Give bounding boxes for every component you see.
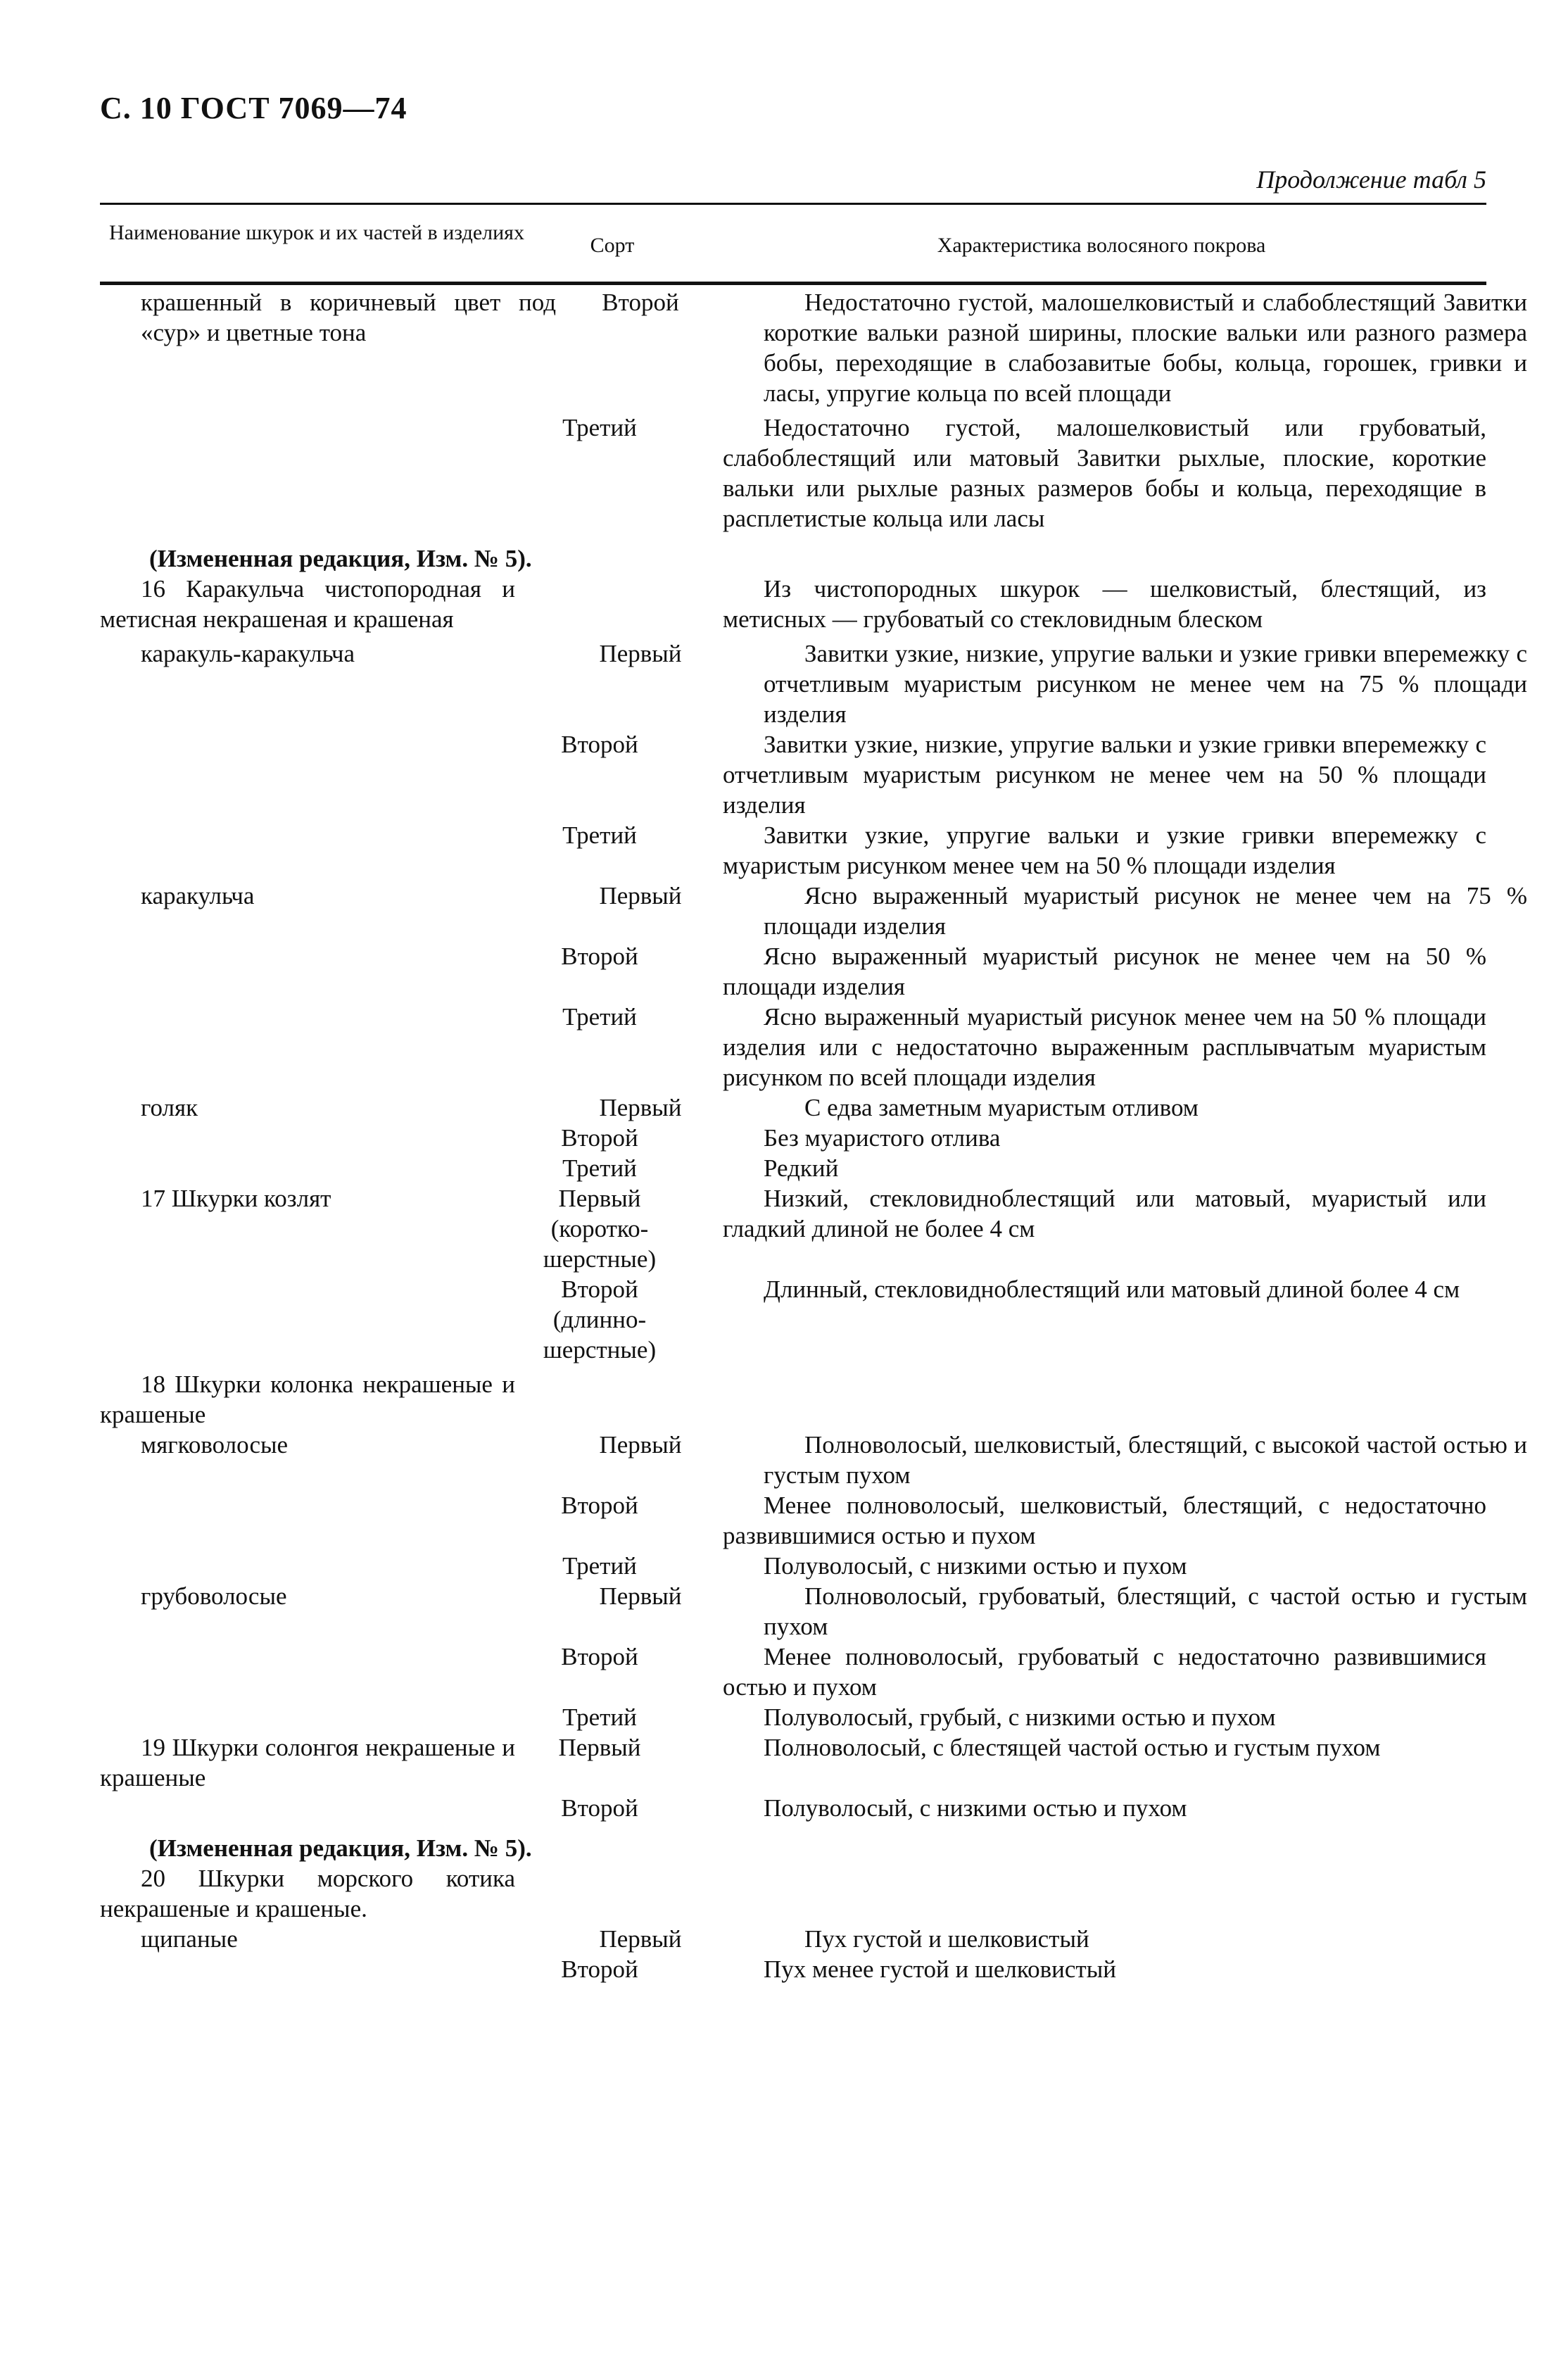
item-grade: Третий (562, 821, 637, 849)
item-grade: Первый (599, 1925, 682, 1953)
table-row (100, 941, 1486, 1002)
item-description: Завитки узкие, упругие вальки и узкие гривки вперемежку с муаристым рисунком менее чем на 50 % площади изделия (723, 821, 1486, 879)
item-description: Ясно выраженный муаристый рисунок не менее чем на 75 % площади изделия (764, 882, 1527, 940)
item-grade: Третий (562, 1552, 637, 1580)
item-name: мягковолосые (141, 1431, 289, 1459)
item-description: Редкий (764, 1154, 839, 1182)
table-row (100, 1954, 1486, 1984)
table-continuation-label: Продолжение табл 5 (1256, 165, 1486, 194)
item-grade: Первый (599, 1582, 682, 1610)
amendment-note: (Измененная редакция, Изм. № 5). (149, 545, 532, 572)
table-row (100, 1123, 1486, 1153)
item-description: Полуволосый, грубый, с низкими остью и пухом (764, 1703, 1276, 1731)
item-grade: Второй (561, 943, 638, 970)
table-row (100, 1430, 1527, 1490)
amendment-note: (Измененная редакция, Изм. № 5). (149, 1834, 532, 1862)
table-row (100, 1793, 1486, 1823)
item-description: Пух густой и шелковистый (804, 1925, 1089, 1953)
item-grade: Первый (коротко-шерстные) (543, 1185, 657, 1273)
table-row (100, 1581, 1527, 1642)
item-description: Из чистопородных шкурок — шелковистый, блестящий, из метисных — грубоватый со стекловидным блеском (723, 575, 1486, 633)
item-grade: Первый (599, 640, 682, 667)
page-header: С. 10 ГОСТ 7069—74 (100, 91, 407, 125)
table-row (100, 1183, 1486, 1274)
header-top-rule (100, 203, 1486, 205)
item-description: Ясно выраженный муаристый рисунок не менее чем на 50 % площади изделия (723, 943, 1486, 1000)
item-description: Полноволосый, шелковистый, блестящий, с высокой частой остью и густым пухом (764, 1431, 1527, 1489)
item-name: 16 Каракульча чистопородная и метисная некрашеная и крашеная (100, 575, 515, 633)
item-name: каракульча (141, 882, 255, 909)
item-grade: Второй (длинно-шерстные) (543, 1275, 657, 1363)
item-grade: Второй (561, 731, 638, 758)
item-grade: Первый (599, 882, 682, 909)
item-name: крашенный в коричневый цвет под «сур» и цветные тона (141, 289, 556, 346)
item-name: 20 Шкурки морского котика некрашеные и крашеные. (100, 1865, 515, 1922)
item-grade: Третий (562, 1003, 637, 1031)
item-description: Завитки узкие, низкие, упругие вальки и узкие гривки вперемежку с отчетливым муаристым рисунком не менее чем на 50 % площади изделия (723, 731, 1486, 819)
item-name: 18 Шкурки колонка некрашеные и крашеные (100, 1371, 515, 1428)
item-description: Полуволосый, с низкими остью и пухом (764, 1552, 1187, 1580)
item-grade: Третий (562, 1703, 637, 1731)
item-description: С едва заметным муаристым отливом (804, 1094, 1199, 1121)
item-description: Ясно выраженный муаристый рисунок менее чем на 50 % площади изделия или с недостаточно выраженным расплывчатым муаристым рисунком по всей площади изделия (723, 1003, 1486, 1091)
table-row (100, 1153, 1486, 1183)
table-row (100, 820, 1486, 881)
column-header-description: Характеристика волосяного покрова (937, 234, 1266, 257)
item-grade: Третий (562, 414, 637, 441)
item-description: Полуволосый, с низкими остью и пухом (764, 1794, 1187, 1822)
table-row (100, 1732, 1486, 1793)
item-description: Менее полноволосый, шелковистый, блестящий, с недостаточно развившимися остью и пухом (723, 1492, 1486, 1549)
item-description: Недостаточно густой, малошелковистый и слабоблестящий Завитки короткие вальки разной ширины, плоские вальки или разного размера бобы, переходящие в слабозавитые бобы, кольца, горошек, гривки и ласы, упругие кольца по всей площади (764, 289, 1527, 407)
item-description: Без муаристого отлива (764, 1124, 1001, 1152)
item-name: щипаные (141, 1925, 238, 1953)
item-name: каракуль-каракульча (141, 640, 355, 667)
item-description: Менее полноволосый, грубоватый с недостаточно развившимися остью и пухом (723, 1643, 1486, 1701)
table-row (100, 881, 1527, 941)
item-description: Полноволосый, с блестящей частой остью и густым пухом (764, 1734, 1381, 1761)
table-row (100, 574, 1486, 634)
item-grade: Второй (561, 1955, 638, 1983)
table-row (100, 729, 1486, 820)
item-grade: Первый (558, 1734, 641, 1761)
table-row (100, 1274, 1486, 1365)
table-row (100, 1551, 1486, 1581)
item-name: 19 Шкурки солонгоя некрашеные и крашеные (100, 1734, 515, 1791)
item-grade: Второй (602, 289, 679, 316)
item-description: Завитки узкие, низкие, упругие вальки и узкие гривки вперемежку с отчетливым муаристым рисунком не менее чем на 75 % площади изделия (764, 640, 1527, 728)
item-grade: Первый (599, 1094, 682, 1121)
item-grade: Второй (561, 1492, 638, 1519)
table-row (100, 1490, 1486, 1551)
item-description: Пух менее густой и шелковистый (764, 1955, 1116, 1983)
table-row (100, 1642, 1486, 1702)
item-name: 17 Шкурки козлят (141, 1185, 331, 1212)
item-description: Низкий, стекловидноблестящий или матовый, муаристый или гладкий длиной не более 4 см (723, 1185, 1486, 1242)
table-row (100, 412, 1486, 534)
table-row (100, 1002, 1486, 1092)
item-grade: Второй (561, 1643, 638, 1670)
item-description: Недостаточно густой, малошелковистый или грубоватый, слабоблестящий или матовый Завитки рыхлые, плоские, короткие вальки или рыхлые разных размеров бобы и кольца, переходящие в расплетистые кольца или ласы (723, 414, 1486, 532)
item-grade: Второй (561, 1124, 638, 1152)
item-grade: Второй (561, 1794, 638, 1822)
table-row (100, 1369, 1486, 1430)
item-name: голяк (141, 1094, 198, 1121)
header-bottom-rule (100, 282, 1486, 285)
table-row (100, 1092, 1486, 1123)
item-grade: Первый (599, 1431, 682, 1459)
column-header-grade: Сорт (590, 234, 635, 257)
item-grade: Третий (562, 1154, 637, 1182)
table-row (100, 638, 1527, 729)
grades-table (100, 287, 1527, 1984)
table-row (100, 1924, 1486, 1954)
item-description: Длинный, стекловидноблестящий или матовый длиной более 4 см (764, 1275, 1460, 1303)
table-row (100, 1863, 1486, 1924)
table-row (100, 287, 1527, 408)
table-row (100, 1702, 1486, 1732)
item-description: Полноволосый, грубоватый, блестящий, с частой остью и густым пухом (764, 1582, 1527, 1640)
column-header-name: Наименование шкурок и их частей в изделиях (109, 221, 524, 244)
item-name: грубоволосые (141, 1582, 287, 1610)
